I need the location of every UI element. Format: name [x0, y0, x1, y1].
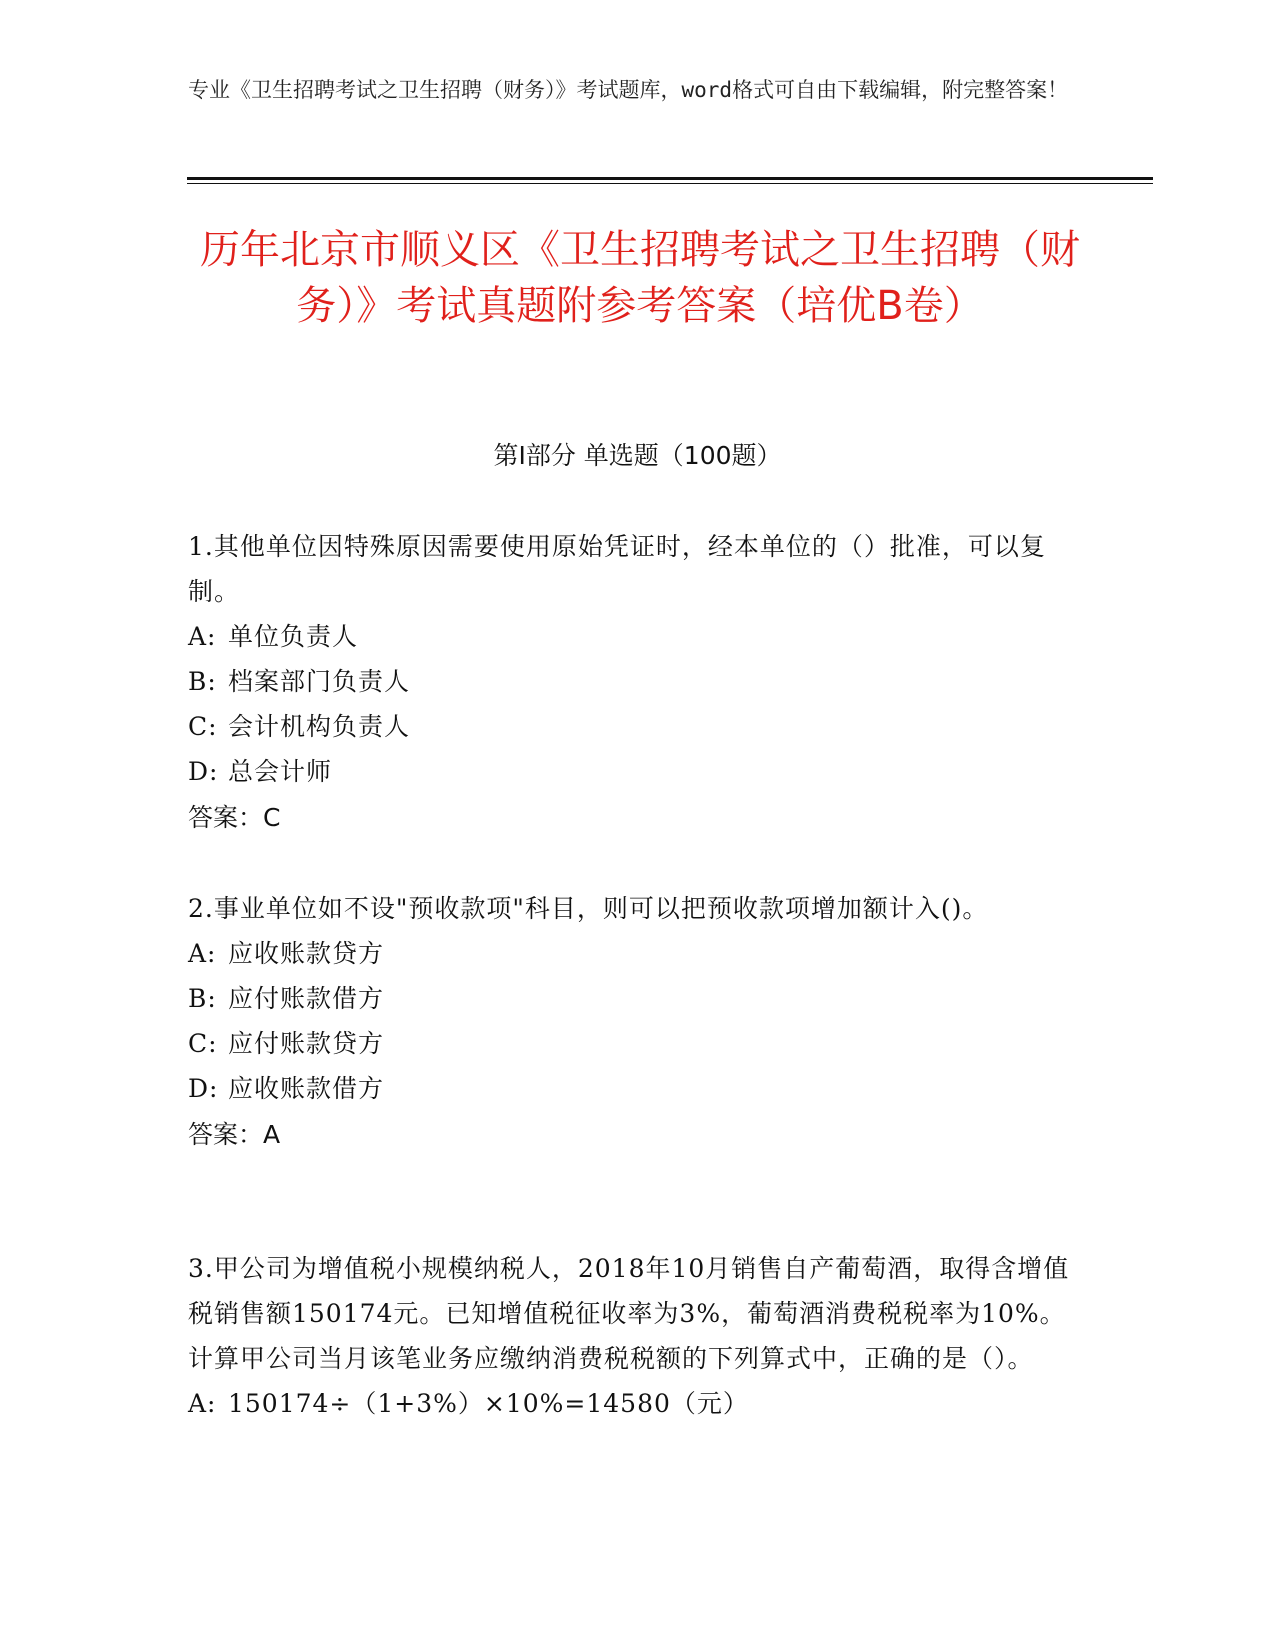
option-b [188, 976, 1088, 1021]
option-c [188, 1021, 1088, 1066]
document-title: 历年北京市顺义区《卫生招聘考试之卫生招聘（财务）》考试真题附参考答案（培优B卷） [200, 227, 1080, 329]
option-text: 档案部门负责人 [228, 667, 411, 696]
option-key: A: [188, 622, 217, 651]
option-text: 应收账款借方 [228, 1074, 385, 1103]
option-text: 150174÷（1+3%）×10%=14580（元） [228, 1389, 749, 1418]
option-text: 应付账款借方 [228, 984, 385, 1013]
section-title: 第I部分 单选题（100题） [493, 441, 782, 470]
option-key: D: [188, 757, 219, 786]
answer-value: A [263, 1120, 281, 1149]
question-2 [188, 886, 1088, 1159]
option-a [188, 614, 1088, 659]
option-text: 总会计师 [228, 757, 333, 786]
answer-prefix: 答案： [188, 803, 264, 832]
question-stem: 1.其他单位因特殊原因需要使用原始凭证时，经本单位的（）批准，可以复制。 [188, 532, 1046, 606]
question-1 [188, 524, 1088, 842]
option-a [188, 1381, 1088, 1426]
option-text: 应收账款贷方 [228, 939, 385, 968]
option-text: 应付账款贷方 [228, 1029, 385, 1058]
option-key: C: [188, 1029, 218, 1058]
option-d [188, 749, 1088, 794]
question-stem: 3.甲公司为增值税小规模纳税人，2018年10月销售自产葡萄酒，取得含增值税销售额150174元。已知增值税征收率为3%，葡萄酒消费税税率为10%。计算甲公司当月该笔业务应缴纳消费税税额的下列算式中，正确的是（）。 [188, 1254, 1070, 1373]
answer-line [188, 794, 1088, 842]
option-text: 会计机构负责人 [228, 712, 411, 741]
header-note: 专业《卫生招聘考试之卫生招聘（财务）》考试题库，word格式可自由下载编辑，附完整答案！ [188, 78, 1069, 102]
option-key: B: [188, 984, 217, 1013]
answer-line [188, 1111, 1088, 1159]
option-a [188, 931, 1088, 976]
question-stem: 2.事业单位如不设"预收款项"科目，则可以把预收款项增加额计入()。 [188, 894, 989, 923]
option-d [188, 1066, 1088, 1111]
option-text: 单位负责人 [228, 622, 359, 651]
answer-value: C [263, 803, 281, 832]
option-key: C: [188, 712, 218, 741]
header-rule-thin [187, 183, 1153, 184]
option-c [188, 704, 1088, 749]
option-key: D: [188, 1074, 219, 1103]
option-key: A: [188, 939, 217, 968]
option-key: B: [188, 667, 217, 696]
option-key: A: [188, 1389, 217, 1418]
option-b [188, 659, 1088, 704]
answer-prefix: 答案： [188, 1120, 264, 1149]
header-rule-thick [187, 177, 1153, 180]
question-3 [188, 1246, 1088, 1426]
